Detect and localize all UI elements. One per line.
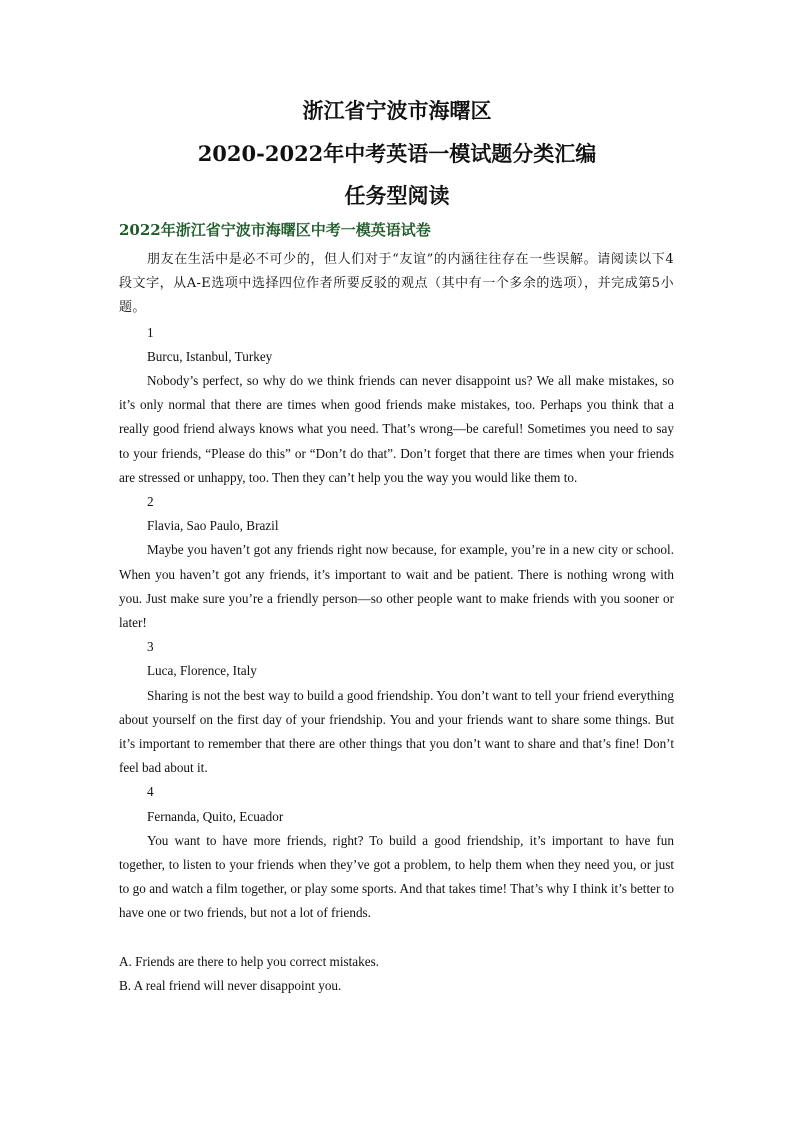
instructions: 朋友在生活中是必不可少的，但人们对于“友谊”的内涵往往存在一些误解。请阅读以下4段文字，从A-E选项中选择四位作者所要反驳的观点（其中有一个多余的选项），并完成第5小题。	[119, 252, 674, 316]
title-region: 浙江省宁波市海曙区	[302, 98, 492, 123]
passage-number: 3	[147, 639, 154, 655]
reading-body	[119, 248, 674, 998]
title-exam-compilation: 2020-2022年中考英语一模试题分类汇编	[197, 141, 597, 166]
passage-text: Maybe you haven’t got any friends right now because, for example, you’re in a new city or school. When you haven’t got any friends, it’s important to wait and be patient. There is nothing wrong with you. Just make sure you’re a friendly person—so other people want to make friends with you sooner or later!	[119, 542, 674, 631]
title-task-reading: 任务型阅读	[344, 183, 450, 208]
option-item: B. A real friend will never disappoint you.	[119, 977, 342, 993]
passage-text: You want to have more friends, right? To build a good friendship, it’s important to have fun together, to listen to your friends when they’ve got a problem, to help them when they need you, or just to go and watch a film together, or play some sports. And that takes time! That’s why I think it’s better to have one or two friends, but not a lot of friends.	[119, 832, 674, 921]
passage-author: Burcu, Istanbul, Turkey	[147, 348, 273, 364]
passage-author: Flavia, Sao Paulo, Brazil	[147, 518, 279, 534]
option-item: A. Friends are there to help you correct mistakes.	[119, 953, 380, 969]
section-heading: 2022年浙江省宁波市海曙区中考一模英语试卷	[119, 221, 431, 239]
passage-text: Nobody’s perfect, so why do we think friends can never disappoint us? We all make mistakes, so it’s only normal that there are times when good friends make mistakes, too. Perhaps you think that a really good friend always knows what you need. That’s wrong—be careful! Sometimes you need to say to your friends, “Please do this” or “Don’t do that”. Don’t forget that there are times when your friends are stressed or unhappy, too. Then they can’t help you the way you would like them to.	[119, 373, 674, 485]
passage-number: 2	[147, 494, 154, 510]
passage-number: 4	[147, 784, 154, 800]
passage-text: Sharing is not the best way to build a good friendship. You don’t want to tell your friend everything about yourself on the first day of your friendship. You and your friends want to share some things. But it’s important to remember that there are other things that you don’t want to share and that’s fine! Don’t feel bad about it.	[119, 687, 674, 776]
spacer	[119, 926, 674, 950]
passage-author: Fernanda, Quito, Ecuador	[147, 808, 284, 824]
passage-number: 1	[147, 324, 154, 340]
passage-author: Luca, Florence, Italy	[147, 663, 257, 679]
